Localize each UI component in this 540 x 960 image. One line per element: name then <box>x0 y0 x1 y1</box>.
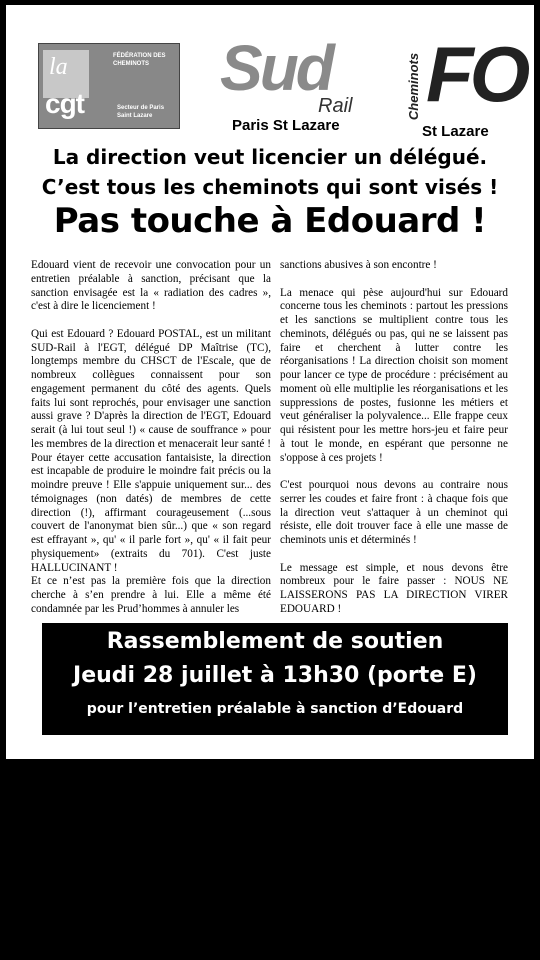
paragraph: Le message est simple, et nous devons être nombreux pour le faire passer : NOUS NE LAISSERONS PAS LA DIRECTION VIRER EDOUARD ! <box>280 561 508 615</box>
cgt-logo <box>38 43 180 129</box>
sud-logo-word: Sud <box>220 32 332 104</box>
paragraph: C'est pourquoi nous devons au contraire nous serrer les coudes et faire front : à chaque fois que la direction veut s'attaquer à un cheminot qui résiste, elle doit trouver face à elle une masse de cheminots unis et déterminés ! <box>280 479 508 546</box>
fo-logo <box>406 30 527 145</box>
headline-line-1: La direction veut licencier un délégué. <box>52 145 488 169</box>
headline-line-2: C’est tous les cheminots qui sont visés ! <box>41 175 499 199</box>
sud-rail-logo <box>212 32 378 135</box>
leaflet-page <box>6 5 534 759</box>
fo-logo-vertical: Cheminots <box>406 52 422 121</box>
sud-logo-rail: Rail <box>318 95 353 117</box>
cgt-logo-sector: Secteur de Paris Saint Lazare <box>117 105 165 119</box>
main-title: Pas touche à Edouard ! <box>53 201 487 241</box>
cgt-logo-letters: cgt <box>45 88 84 119</box>
fo-logo-subtitle: St Lazare <box>422 123 489 140</box>
paragraph: Et ce n’est pas la première fois que la direction cherche à s’en prendre à lui. Elle a même été condamnée par les Prud’hommes à annuler les <box>31 575 271 615</box>
body-column-left <box>31 259 271 630</box>
body-column-right <box>280 259 508 630</box>
banner-line-1: Rassemblement de soutien <box>106 629 444 654</box>
cgt-logo-federation: FÉDÉRATION DES CHEMINOTS <box>113 53 166 67</box>
fo-logo-word: FO <box>426 30 527 118</box>
cgt-logo-la: la <box>49 54 68 80</box>
banner-line-3: pour l’entretien préalable à sanction d’Edouard <box>86 701 464 717</box>
paragraph: Qui est Edouard ? Edouard POSTAL, est un militant SUD-Rail à l'EGT, délégué DP Maîtrise (TC), longtemps membre du CHSCT de l'Escale, que de nombreux collègues connaissent pour son engagement permanent du côté des agents. Quels faits lui sont reprochés, pour envisager une sanction aussi grave ? D'après la direction de l'EGT, Edouard serait (à lui tout seul !) « cause de souffrance » pour les membres de la direction et menacerait leur santé ! Pour étayer cette accusation fantaisiste, la direction est incapable de produire le moindre fait précis ou la moindre preuve ! Elle s'appuie uniquement sur... des témoignages (non datés) de membres de cette direction (!), affirmant courageusement (...sous couvert de l'anonymat bien sûr...) que « son regard est effrayant », qu' « il parle fort », qu' « il fait peur physiquement» (extraits du 701). C'est juste HALLUCINANT ! <box>31 327 271 574</box>
paragraph: sanctions abusives à son encontre ! <box>280 259 437 271</box>
banner-line-2: Jeudi 28 juillet à 13h30 (porte E) <box>73 663 477 688</box>
rally-banner <box>42 623 508 735</box>
paragraph: Edouard vient de recevoir une convocation pour un entretien préalable à sanction, précisant que la sanction envisagée est la « radiation des cadres », c'est à dire le licenciement ! <box>31 259 271 313</box>
sud-logo-subtitle: Paris St Lazare <box>232 117 340 134</box>
paragraph: La menace qui pèse aujourd'hui sur Edouard concerne tous les cheminots : partout les pressions et les sanctions se multiplient contre tous les cheminots, délégués ou pas, qui ne se laissent pas faire et cherchent à lutter contre les réorganisations ! La direction choisit son moment pour lancer ce type de procédure : précisément au moment où elle multiplie les réorganisations et les suppressions de postes, fusionne les métiers et veut généraliser la polyvalence... Elle frappe ceux qui résistent pour les mettre hors-jeu et faire peur à tout le monde, en espérant que personne ne s'oppose à ces projets ! <box>280 286 508 464</box>
